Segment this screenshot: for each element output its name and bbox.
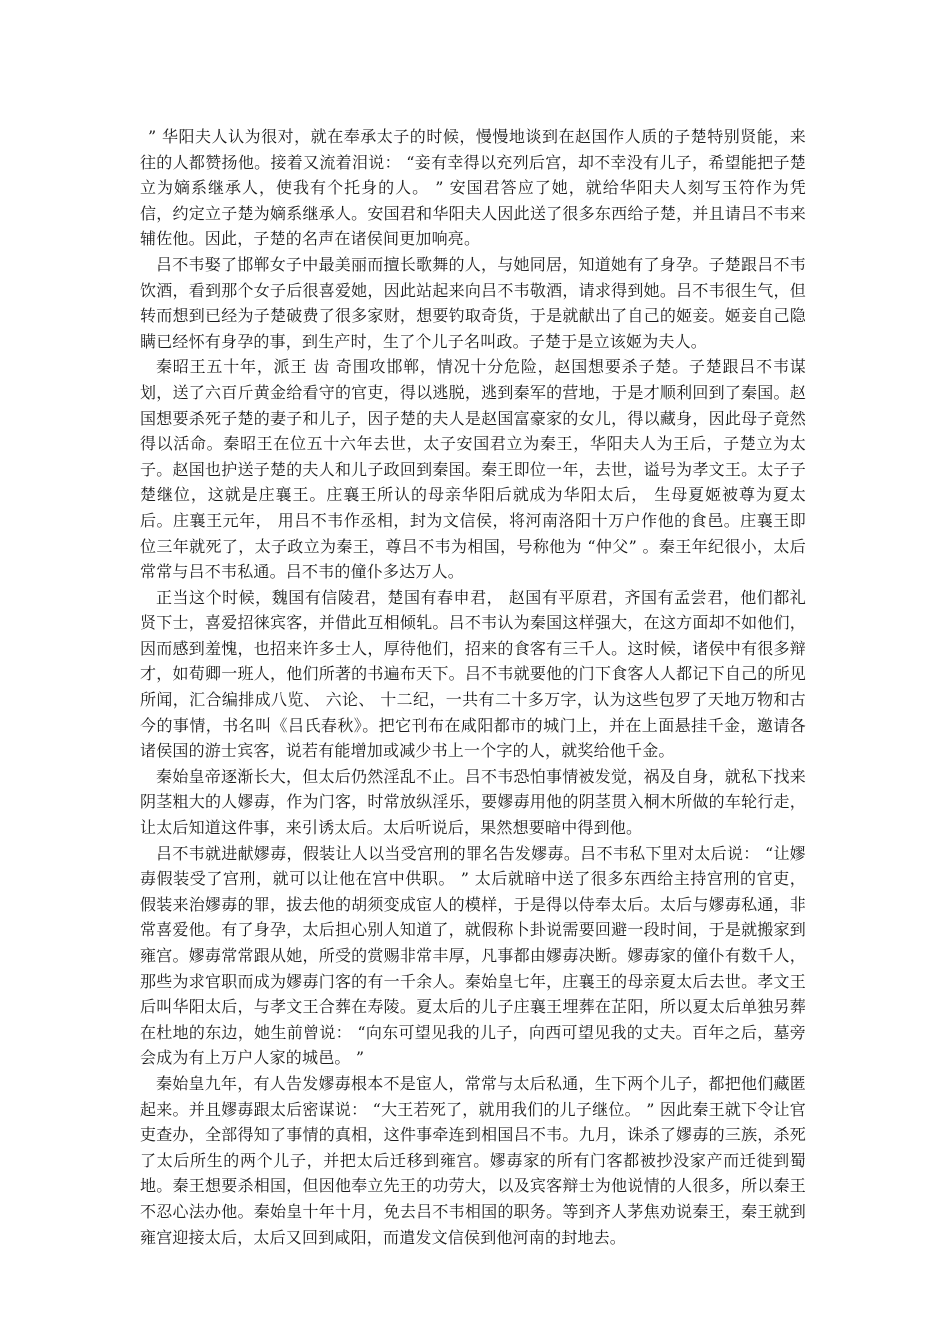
paragraph-7: 秦始皇九年，有人告发嫪毐根本不是宦人，常常与太后私通，生下两个儿子，都把他们藏匿起来。并且嫪毐跟太后密谋说： “大王若死了，就用我们的儿子继位。 ” 因此秦王就下令让官吏查办，全部得知了事情的真相，这件事牵连到相国吕不韦。九月，诛杀了嫪毐的三族，杀死了太后所生的两个儿子，并把太后迁移到雍宫。嫪毐家的所有门客都被抄没家产而迁徙到蜀地。秦王想要杀相国，但因他奉立先王的功劳大，以及宾客辩士为他说情的人很多，所以秦王不忍心法办他。秦始皇十年十月，免去吕不韦相国的职务。等到齐人茅焦劝说秦王，秦王就到雍宫迎接太后，太后又回到咸阳，而遣发文信侯到他河南的封地去。 [140,1073,806,1247]
paragraph-4: 正当这个时候，魏国有信陵君，楚国有春申君， 赵国有平原君，齐国有孟尝君，他们都礼贤下士，喜爱招徕宾客，并借此互相倾轧。吕不韦认为秦国这样强大，在这方面却不如他们，因而感到羞愧，也招来许多士人，厚待他们，招来的食客有三千人。这时候，诸侯中有很多辩才，如荀卿一班人，他们所著的书遍布天下。吕不韦就要他的门下食客人人都记下自己的所见所闻，汇合编排成八览、 六论、 十二纪，一共有二十多万字，认为这些包罗了天地万物和古今的事情，书名叫《吕氏春秋》。把它刊布在咸阳都市的城门上，并在上面悬挂千金，邀请各诸侯国的游士宾客，说若有能增加或减少书上一个字的人，就奖给他千金。 [140,587,806,761]
document-body [140,124,806,1250]
paragraph-5: 秦始皇帝逐渐长大，但太后仍然淫乱不止。吕不韦恐怕事情被发觉，祸及自身，就私下找来阴茎粗大的人嫪毐，作为门客，时常放纵淫乐，要嫪毐用他的阴茎贯入桐木所做的车轮行走，让太后知道这件事，来引诱太后。太后听说后，果然想要暗中得到他。 [140,766,806,838]
paragraph-6: 吕不韦就进献嫪毐，假装让人以当受宫刑的罪名告发嫪毐。吕不韦私下里对太后说： “让嫪毐假装受了宫刑，就可以让他在宫中供职。 ” 太后就暗中送了很多东西给主持宫刑的官吏，假装来治嫪毐的罪，拔去他的胡须变成宦人的模样，于是得以侍奉太后。太后与嫪毐私通，非常喜爱他。有了身孕，太后担心别人知道了，就假称卜卦说需要回避一段时间，于是就搬家到雍宫。嫪毐常常跟从她，所受的赏赐非常丰厚，凡事都由嫪毐决断。嫪毐家的僮仆有数千人，那些为求官职而成为嫪毐门客的有一千余人。秦始皇七年，庄襄王的母亲夏太后去世。孝文王后叫华阳太后，与孝文王合葬在寿陵。夏太后的儿子庄襄王埋葬在芷阳，所以夏太后单独另葬在杜地的东边，她生前曾说： “向东可望见我的儿子，向西可望见我的丈夫。百年之后，墓旁会成为有上万户人家的城邑。 ” [140,843,806,1068]
paragraph-2: 吕不韦娶了邯郸女子中最美丽而擅长歌舞的人，与她同居，知道她有了身孕。子楚跟吕不韦饮酒，看到那个女子后很喜爱她，因此站起来向吕不韦敬酒，请求得到她。吕不韦很生气，但转而想到已经为子楚破费了很多家财，想要钓取奇货，于是就献出了自己的姬妾。姬妾自己隐瞒已经怀有身孕的事，到生产时，生了个儿子名叫政。子楚于是立该姬为夫人。 [140,254,806,351]
paragraph-1: ” 华阳夫人认为很对，就在奉承太子的时候，慢慢地谈到在赵国作人质的子楚特别贤能，来往的人都赞扬他。接着又流着泪说： “妾有幸得以充列后宫，却不幸没有儿子，希望能把子楚立为嫡系继承人，使我有个托身的人。 ” 安国君答应了她，就给华阳夫人刻写玉符作为凭信，约定立子楚为嫡系继承人。安国君和华阳夫人因此送了很多东西给子楚，并且请吕不韦来辅佐他。因此，子楚的名声在诸侯间更加响亮。 [140,127,806,249]
paragraph-3: 秦昭王五十年，派王 齿 奇围攻邯郸，情况十分危险，赵国想要杀子楚。子楚跟吕不韦谋划，送了六百斤黄金给看守的官吏，得以逃脱，逃到秦军的营地，于是才顺利回到了秦国。赵国想要杀死子楚的妻子和儿子，因子楚的夫人是赵国富豪家的女儿，得以藏身，因此母子竟然得以活命。秦昭王在位五十六年去世，太子安国君立为秦王，华阳夫人为王后，子楚立为太子。赵国也护送子楚的夫人和儿子政回到秦国。秦王即位一年，去世，谥号为孝文王。太子子楚继位，这就是庄襄王。庄襄王所认的母亲华阳后就成为华阳太后， 生母夏姬被尊为夏太后。庄襄王元年， 用吕不韦作丞相，封为文信侯，将河南洛阳十万户作他的食邑。庄襄王即位三年就死了，太子政立为秦王，尊吕不韦为相国，号称他为 “仲父” 。秦王年纪很小，太后常常与吕不韦私通。吕不韦的僮仆多达万人。 [140,357,806,582]
